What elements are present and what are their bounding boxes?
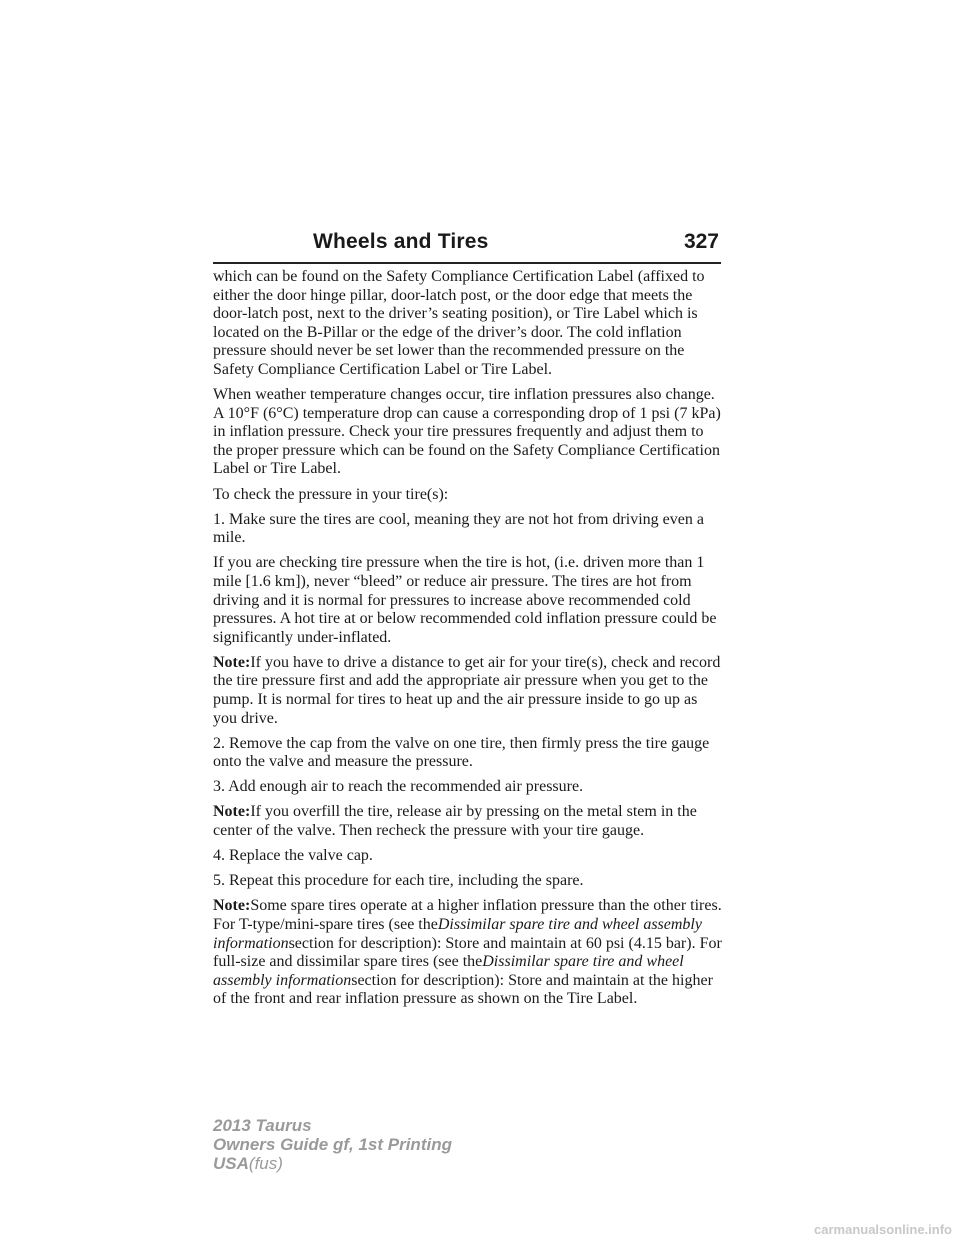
step-5: 5. Repeat this procedure for each tire, including the spare.: [213, 872, 584, 890]
step-1: 1. Make sure the tires are cool, meaning they are not hot from driving even a mile.: [213, 510, 704, 547]
footer-region-code: (fus): [248, 1154, 283, 1173]
note-text: Some spare tires operate at a higher inflation pressure than the other tires. For T-type/mini-spare tires (see the: [213, 897, 722, 933]
cross-reference: Dissimilar spare tire and wheel assembly information: [213, 915, 702, 952]
page-footer: [213, 1116, 452, 1173]
note-label: Note:: [213, 897, 251, 915]
note-text: If you overfill the tire, release air by pressing on the metal stem in the center of the valve. Then recheck the pressure with your tire gauge.: [213, 803, 697, 840]
footer-edition: Owners Guide gf, 1st Printing: [213, 1135, 452, 1154]
section-title: Wheels and Tires: [313, 230, 489, 253]
note-drive-distance: [213, 654, 725, 728]
paragraph-hot-tire: If you are checking tire pressure when the tire is hot, (i.e. driven more than 1 mile [1.6 km]), never “bleed” or reduce air pressure. The tires are hot from driving and it is normal for pressures to increase above recommended cold pressures. A hot tire at or below recommended cold inflation pressure could be significantly under-inflated.: [213, 554, 717, 646]
note-label: Note:: [213, 653, 251, 671]
note-overfill: [213, 803, 725, 840]
paragraph-check-intro: To check the pressure in your tire(s):: [213, 485, 449, 503]
note-text: If you have to drive a distance to get air for your tire(s), check and record the tire pressure first and add the appropriate air pressure when you get to the pump. It is normal for tires to heat up and the air pressure inside to go up as you drive.: [213, 653, 721, 727]
step-2: 2. Remove the cap from the valve on one tire, then firmly press the tire gauge onto the valve and measure the pressure.: [213, 734, 710, 771]
paragraph-temperature: When weather temperature changes occur, tire inflation pressures also change. A 10°F (6°C) temperature drop can cause a corresponding drop of 1 psi (7 kPa) in inflation pressure. Check your tire pressures frequently and adjust them to the proper pressure which can be found on the Safety Compliance Certification Label or Tire Label.: [213, 386, 721, 478]
step-4: 4. Replace the valve cap.: [213, 847, 373, 865]
note-label: Note:: [213, 803, 251, 821]
cross-reference: Dissimilar spare tire and wheel assembly information: [213, 953, 684, 989]
footer-model: 2013 Taurus: [213, 1116, 312, 1135]
footer-region: USA: [213, 1154, 249, 1173]
note-text: section for description): Store and maintain at the higher of the front and rear inflation pressure as shown on the Tire Label.: [213, 971, 713, 1008]
note-text: section for description): Store and maintain at 60 psi (4.15 bar). For full-size and dissimilar spare tires (see the: [213, 934, 722, 971]
page-body: [213, 268, 725, 1015]
paragraph-label-location: which can be found on the Safety Compliance Certification Label (affixed to either the door hinge pillar, door-latch post, or the door edge that meets the door-latch post, next to the driver’s seating position), or Tire Label which is located on the B-Pillar or the edge of the driver’s door. The cold inflation pressure should never be set lower than the recommended pressure on the Safety Compliance Certification Label or Tire Label.: [213, 268, 705, 378]
step-3: 3. Add enough air to reach the recommended air pressure.: [213, 778, 584, 796]
footer-region-line: [213, 1154, 452, 1173]
page-header: [213, 226, 721, 264]
note-spare-tires: [213, 897, 725, 1009]
page-number: 327: [683, 230, 719, 253]
site-watermark: carmanualsonline.info: [814, 1222, 952, 1237]
